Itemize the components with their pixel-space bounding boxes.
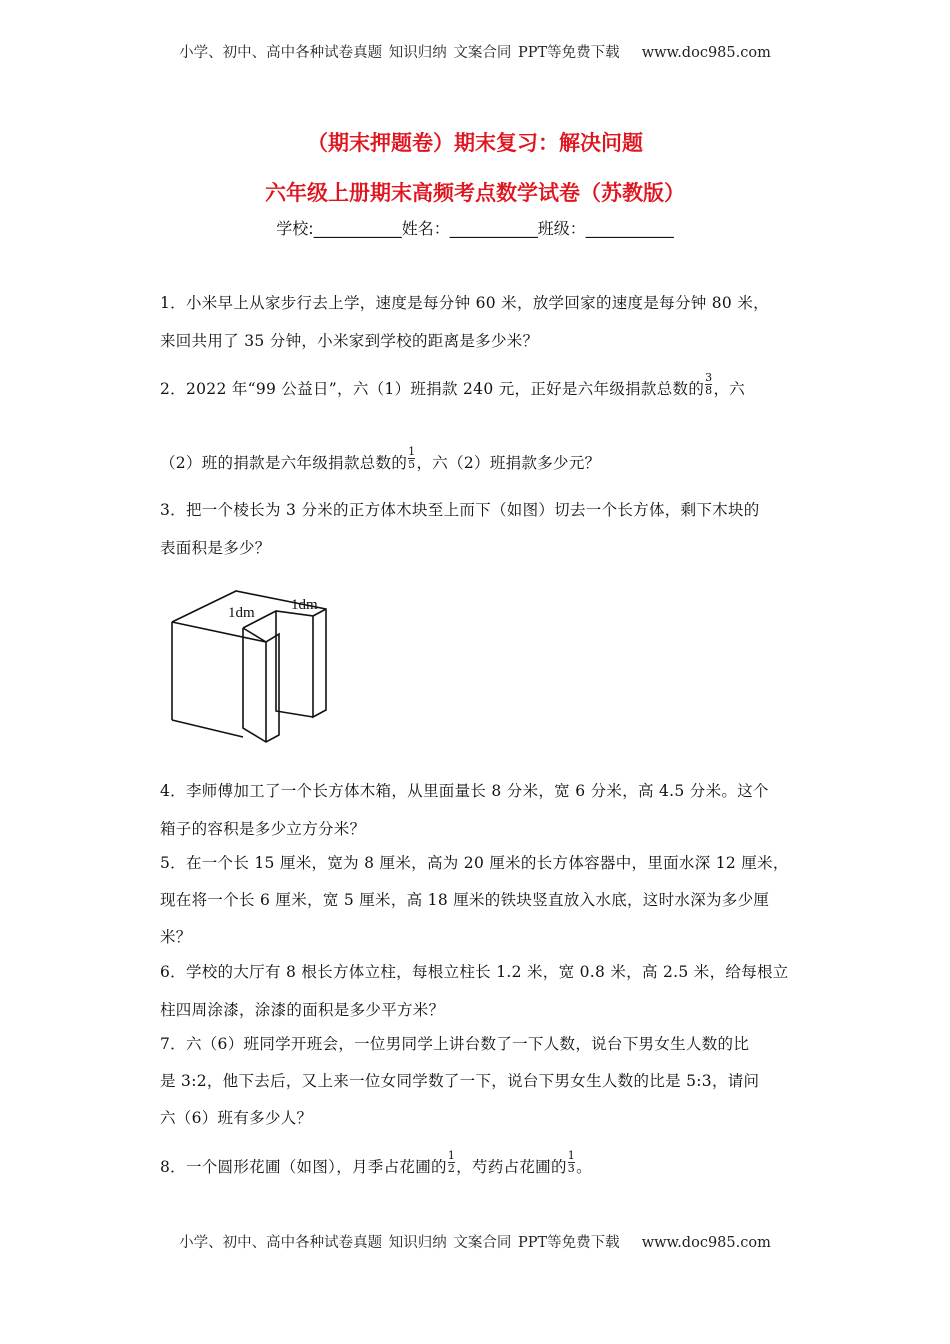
title-line-2: 六年级上册期末高频考点数学试卷（苏教版） <box>265 181 685 205</box>
q3-line2: 表面积是多少？ <box>160 539 271 557</box>
denominator: 2 <box>447 1161 456 1175</box>
q2-text-c: （2）班的捐款是六年级捐款总数的 <box>160 454 408 472</box>
q6-line1: 6．学校的大厅有 8 根长方体立柱，每根立柱长 1.2 米，宽 0.8 米，高 2.5 米，给每根立 <box>160 963 789 981</box>
fraction <box>448 1150 455 1175</box>
page-footer <box>0 1231 950 1252</box>
q8-text-b: ，芍药占花圃的 <box>456 1158 567 1176</box>
cube-figure <box>160 580 340 750</box>
q7-line2: 是 3:2，他下去后，又上来一位女同学数了一下，说台下男女生人数的比是 5:3，请问 <box>160 1072 760 1090</box>
q1-line1: 1．小米早上从家步行去上学，速度是每分钟 60 米，放学回家的速度是每分钟 80 米， <box>160 294 769 312</box>
q8-line1 <box>160 1148 592 1181</box>
q5-line1: 5．在一个长 15 厘米，宽为 8 厘米，高为 20 厘米的长方体容器中，里面水深 12 厘米， <box>160 854 789 872</box>
numerator: 3 <box>705 370 713 384</box>
title-line-1: （期末押题卷）期末复习：解决问题 <box>307 131 643 155</box>
q1-line2: 来回共用了 35 分钟，小米家到学校的距离是多少米？ <box>160 332 539 350</box>
student-info: 学校:___________姓名：___________班级：___________ <box>276 219 674 238</box>
q6-line2: 柱四周涂漆，涂漆的面积是多少平方米？ <box>160 1001 445 1019</box>
q8-text-c: 。 <box>576 1158 592 1176</box>
fraction <box>408 446 415 471</box>
q3-line1: 3．把一个棱长为 3 分米的正方体木块至上而下（如图）切去一个长方体，剩下木块的 <box>160 501 760 519</box>
q4-line2: 箱子的容积是多少立方分米？ <box>160 820 366 838</box>
q2-text-b: ，六 <box>713 380 746 398</box>
q5-line3: 米？ <box>160 928 192 946</box>
numerator: 1 <box>408 444 416 458</box>
page-header <box>0 41 950 62</box>
denominator: 5 <box>408 457 416 471</box>
denominator: 8 <box>705 383 713 397</box>
fraction <box>568 1150 575 1175</box>
dimension-label-1: 1dm <box>228 605 255 621</box>
header-site: www.doc985.com <box>641 45 771 61</box>
footer-site: www.doc985.com <box>641 1235 771 1251</box>
q2-text-a: 2．2022 年“99 公益日”，六（1）班捐款 240 元，正好是六年级捐款总数的 <box>160 380 705 398</box>
q8-text-a: 8．一个圆形花圃（如图），月季占花圃的 <box>160 1158 447 1176</box>
q2-line1 <box>160 370 746 403</box>
numerator: 1 <box>567 1148 576 1162</box>
q2-text-d: ，六（2）班捐款多少元？ <box>416 454 601 472</box>
q7-line1: 7．六（6）班同学开班会，一位男同学上讲台数了一下人数，说台下男女生人数的比 <box>160 1035 750 1053</box>
q2-line2 <box>160 444 601 477</box>
denominator: 3 <box>567 1161 576 1175</box>
header-text: 小学、初中、高中各种试卷真题 知识归纳 文案合同 PPT等免费下载 <box>179 45 620 61</box>
footer-text: 小学、初中、高中各种试卷真题 知识归纳 文案合同 PPT等免费下载 <box>179 1235 620 1251</box>
dimension-label-2: 1dm <box>291 597 318 613</box>
q5-line2: 现在将一个长 6 厘米，宽 5 厘米，高 18 厘米的铁块竖直放入水底，这时水深为多少厘 <box>160 891 770 909</box>
fraction <box>705 372 712 397</box>
q4-line1: 4．李师傅加工了一个长方体木箱，从里面量长 8 分米，宽 6 分米，高 4.5 分米。这个 <box>160 782 769 800</box>
numerator: 1 <box>447 1148 456 1162</box>
q7-line3: 六（6）班有多少人？ <box>160 1109 313 1127</box>
